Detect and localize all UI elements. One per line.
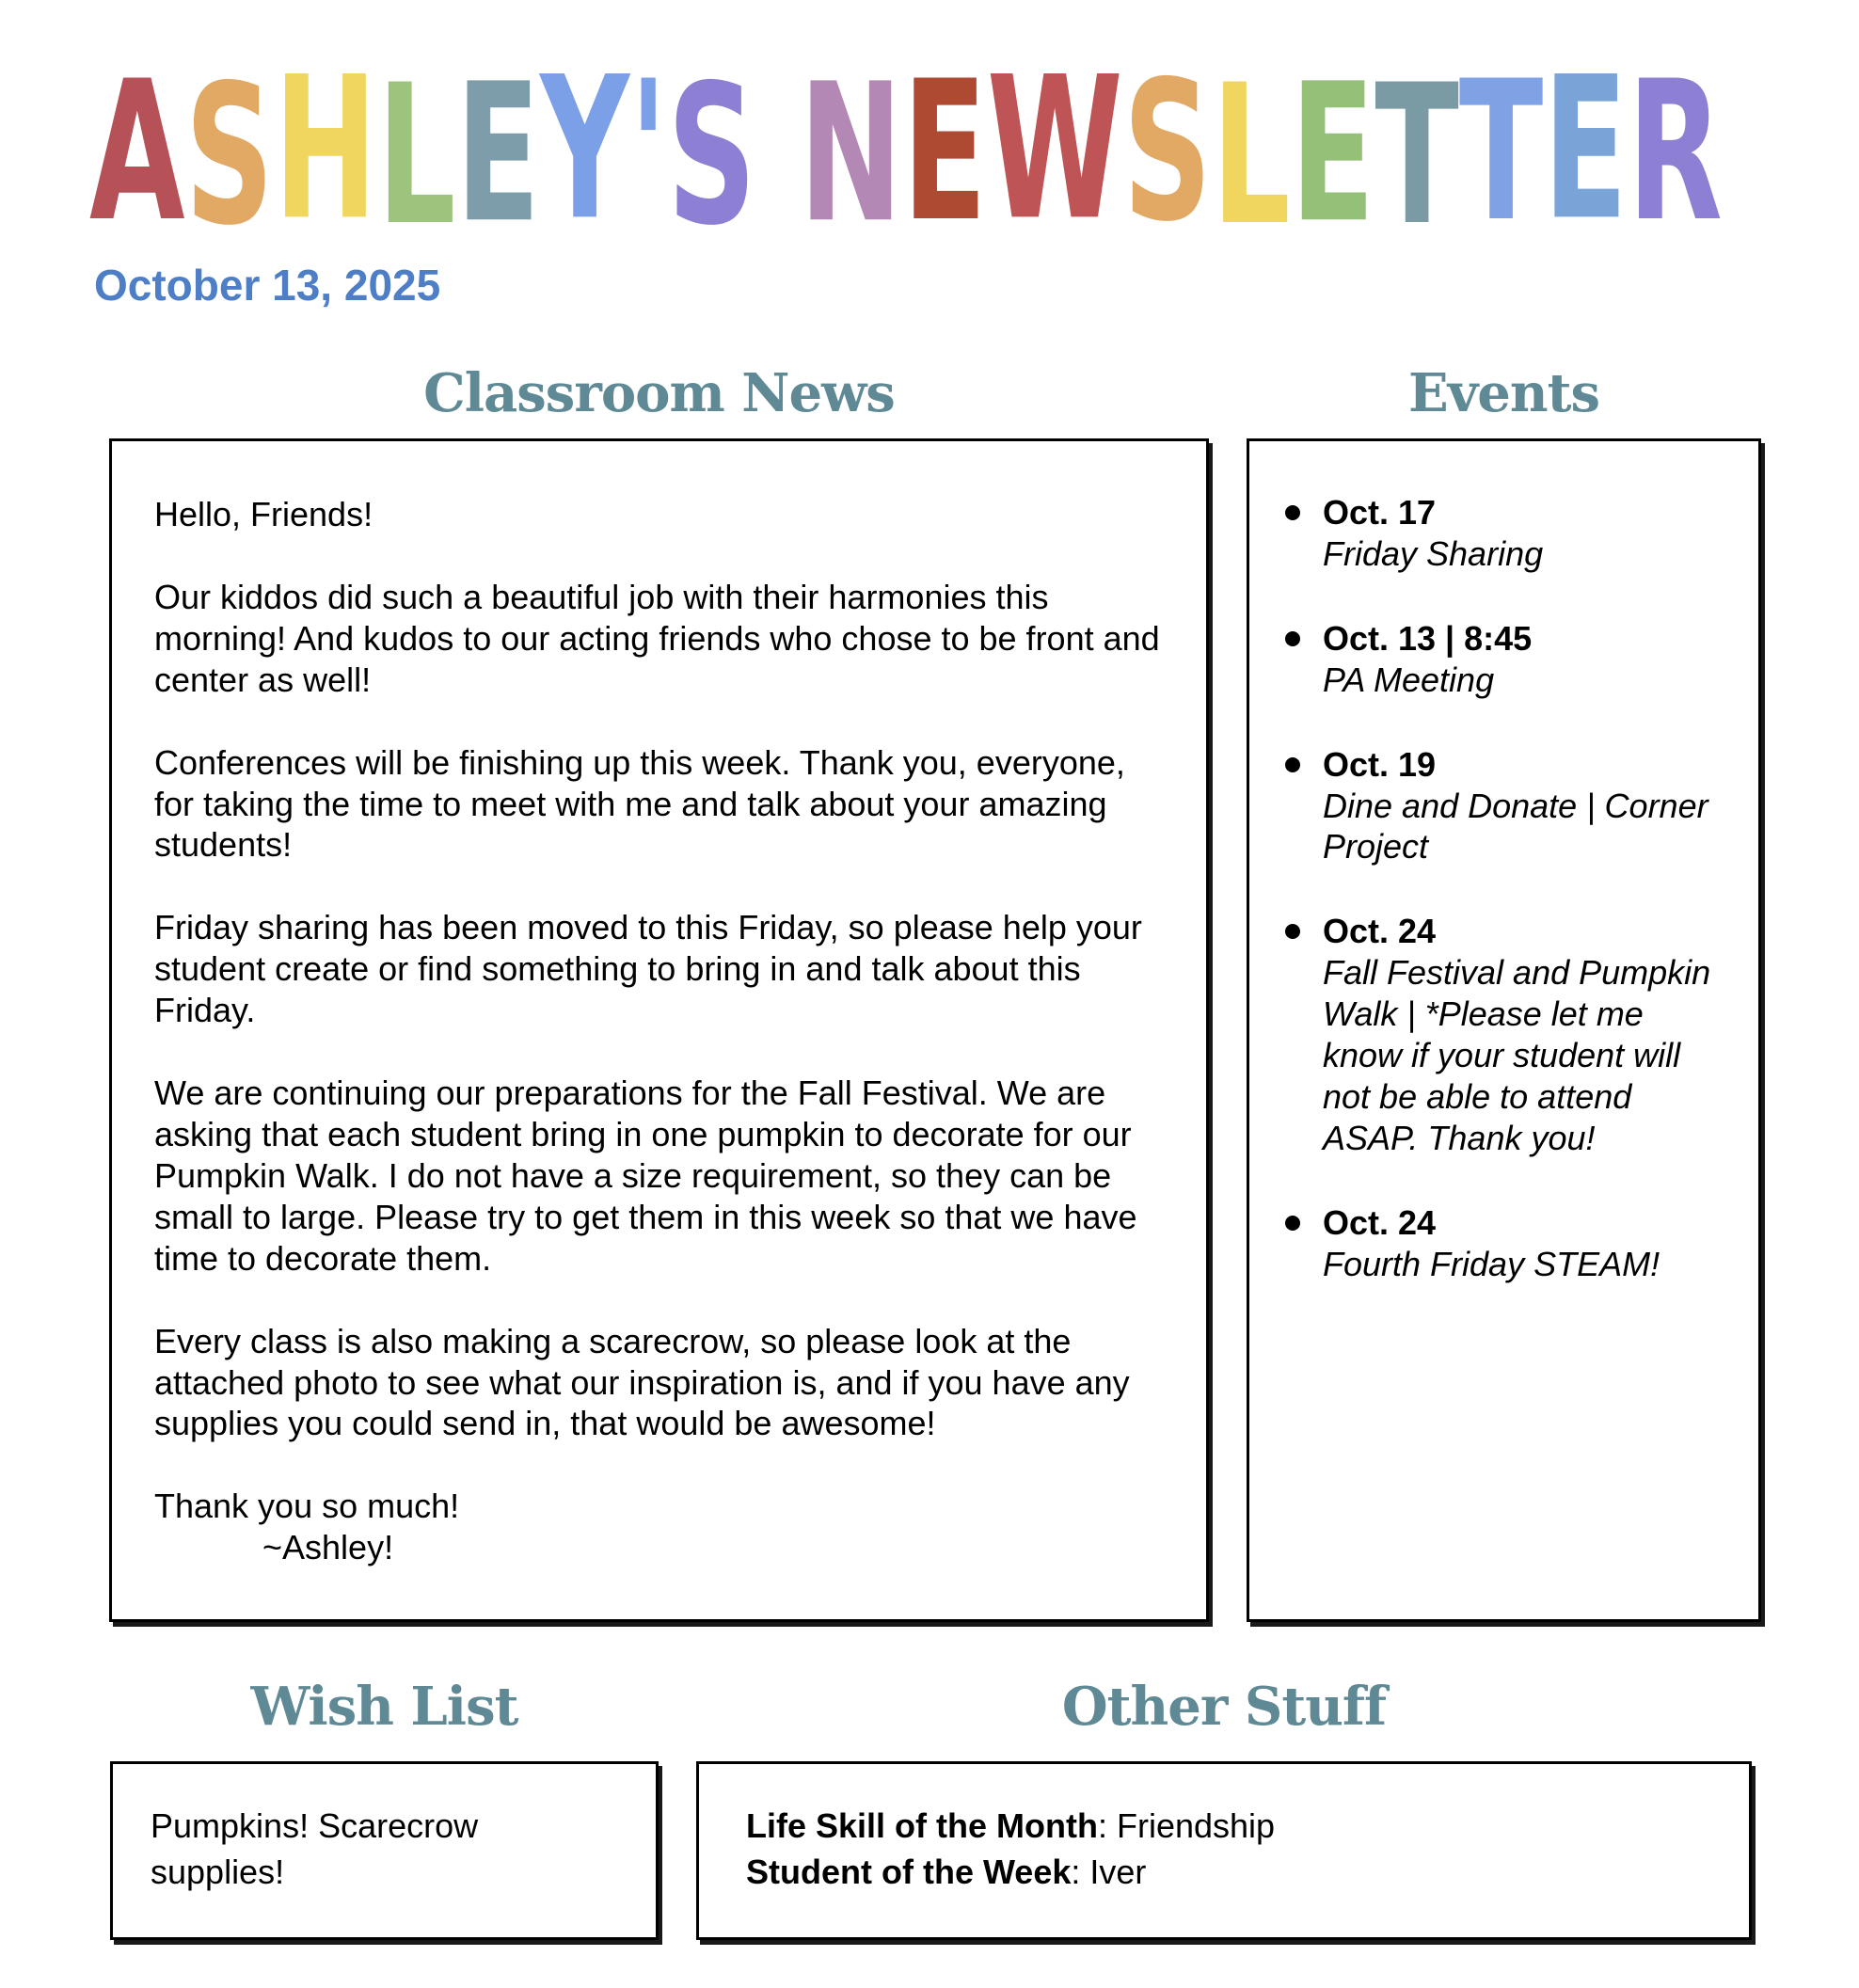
classroom-news-paragraph: Conferences will be finishing up this week. Thank you, everyone, for taking the time to meet with me and talk about your amazing students! (154, 742, 1125, 865)
event-item (1285, 744, 1725, 868)
title-letter: Y (540, 35, 630, 264)
title-letter: E (1290, 43, 1375, 265)
event-text (1323, 618, 1532, 701)
title-letter: S (184, 44, 275, 268)
other-stuff-value: : Friendship (1097, 1806, 1276, 1845)
events-box (1247, 438, 1761, 1622)
bullet-icon (1285, 924, 1300, 939)
event-item (1285, 618, 1725, 701)
title-letter: T (1458, 40, 1544, 264)
newsletter-title (89, 35, 1724, 268)
title-letter: A (89, 40, 185, 264)
event-date: Oct. 24 (1323, 1202, 1437, 1242)
wish-list-heading: Wish List (250, 1676, 518, 1738)
event-date: Oct. 19 (1323, 744, 1437, 784)
other-stuff-label: Student of the Week (746, 1852, 1072, 1891)
title-letter: E (455, 43, 541, 265)
classroom-news-body (112, 441, 1206, 1568)
event-date: Oct. 24 (1323, 912, 1437, 951)
bullet-icon (1285, 1216, 1300, 1231)
bullet-icon (1285, 631, 1300, 646)
other-stuff-rows (699, 1764, 1749, 1934)
event-text (1323, 492, 1543, 575)
event-description: PA Meeting (1323, 660, 1495, 699)
classroom-news-paragraphs (154, 494, 1168, 1444)
other-stuff-value: : Iver (1071, 1852, 1147, 1891)
title-letter: L (1212, 44, 1291, 268)
title-letter: L (376, 44, 456, 268)
other-stuff-row (746, 1850, 1702, 1896)
event-description: Fourth Friday STEAM! (1323, 1244, 1660, 1283)
event-item (1285, 911, 1725, 1158)
title-letter: S (667, 44, 756, 268)
event-date: Oct. 17 (1323, 493, 1437, 532)
event-item (1285, 492, 1725, 575)
other-stuff-row (746, 1804, 1702, 1850)
events-list (1249, 441, 1758, 1285)
wish-list-text: Pumpkins! Scarecrow supplies! (151, 1806, 479, 1891)
classroom-news-paragraph: Every class is also making a scarecrow, so please look at the attached photo to see what our inspiration is, and if you have any supplies you could send in, that would be awesome! (154, 1321, 1130, 1443)
classroom-news-paragraph: Hello, Friends! (154, 495, 373, 533)
event-description: Dine and Donate | Corner Project (1323, 786, 1708, 867)
title-letter: W (986, 35, 1123, 264)
event-date: Oct. 13 | 8:45 (1323, 618, 1533, 658)
classroom-news-heading: Classroom News (423, 362, 895, 424)
classroom-news-paragraph: Our kiddos did such a beautiful job with their harmonies this morning! And kudos to our acting friends who chose to be front and center as well! (154, 577, 1160, 699)
title-letter: S (1122, 40, 1213, 264)
classroom-news-paragraph: Friday sharing has been moved to this Friday, so please help your student create or find something to bring in and talk about this Friday. (154, 908, 1142, 1030)
other-stuff-label: Life Skill of the Month (746, 1806, 1098, 1845)
newsletter-date: October 13, 2025 (94, 261, 441, 310)
signoff-name: ~Ashley! (262, 1528, 394, 1567)
other-stuff-heading: Other Stuff (1061, 1676, 1387, 1738)
other-stuff-box (696, 1761, 1752, 1940)
wish-list-box (110, 1761, 659, 1940)
title-letter: N (799, 43, 903, 265)
title-letter: R (1627, 40, 1724, 264)
bullet-icon (1285, 757, 1300, 772)
event-description: Fall Festival and Pumpkin Walk | *Please let me know if your student will not be able to attend ASAP. Thank you! (1323, 953, 1711, 1157)
title-letter: H (274, 35, 377, 264)
events-heading: Events (1408, 362, 1599, 424)
event-item (1285, 1202, 1725, 1285)
event-description: Friday Sharing (1323, 533, 1544, 573)
event-text (1323, 744, 1725, 868)
title-letter: E (1543, 35, 1628, 264)
title-letter (756, 52, 800, 248)
title-letter: E (902, 40, 987, 264)
signoff-thanks: Thank you so much! (154, 1487, 460, 1526)
classroom-news-box (109, 438, 1209, 1622)
bullet-icon (1285, 505, 1300, 520)
event-text (1323, 911, 1725, 1158)
classroom-news-paragraph: We are continuing our preparations for the Fall Festival. We are asking that each student bring in one pumpkin to decorate for our Pumpkin Walk. I do not have a size requirement, so they can be small to large. Please try to get them in this week so that we have time to decorate them. (154, 1074, 1137, 1278)
event-text (1323, 1202, 1660, 1285)
title-letter: T (1374, 44, 1459, 268)
title-letter: ' (629, 40, 668, 264)
